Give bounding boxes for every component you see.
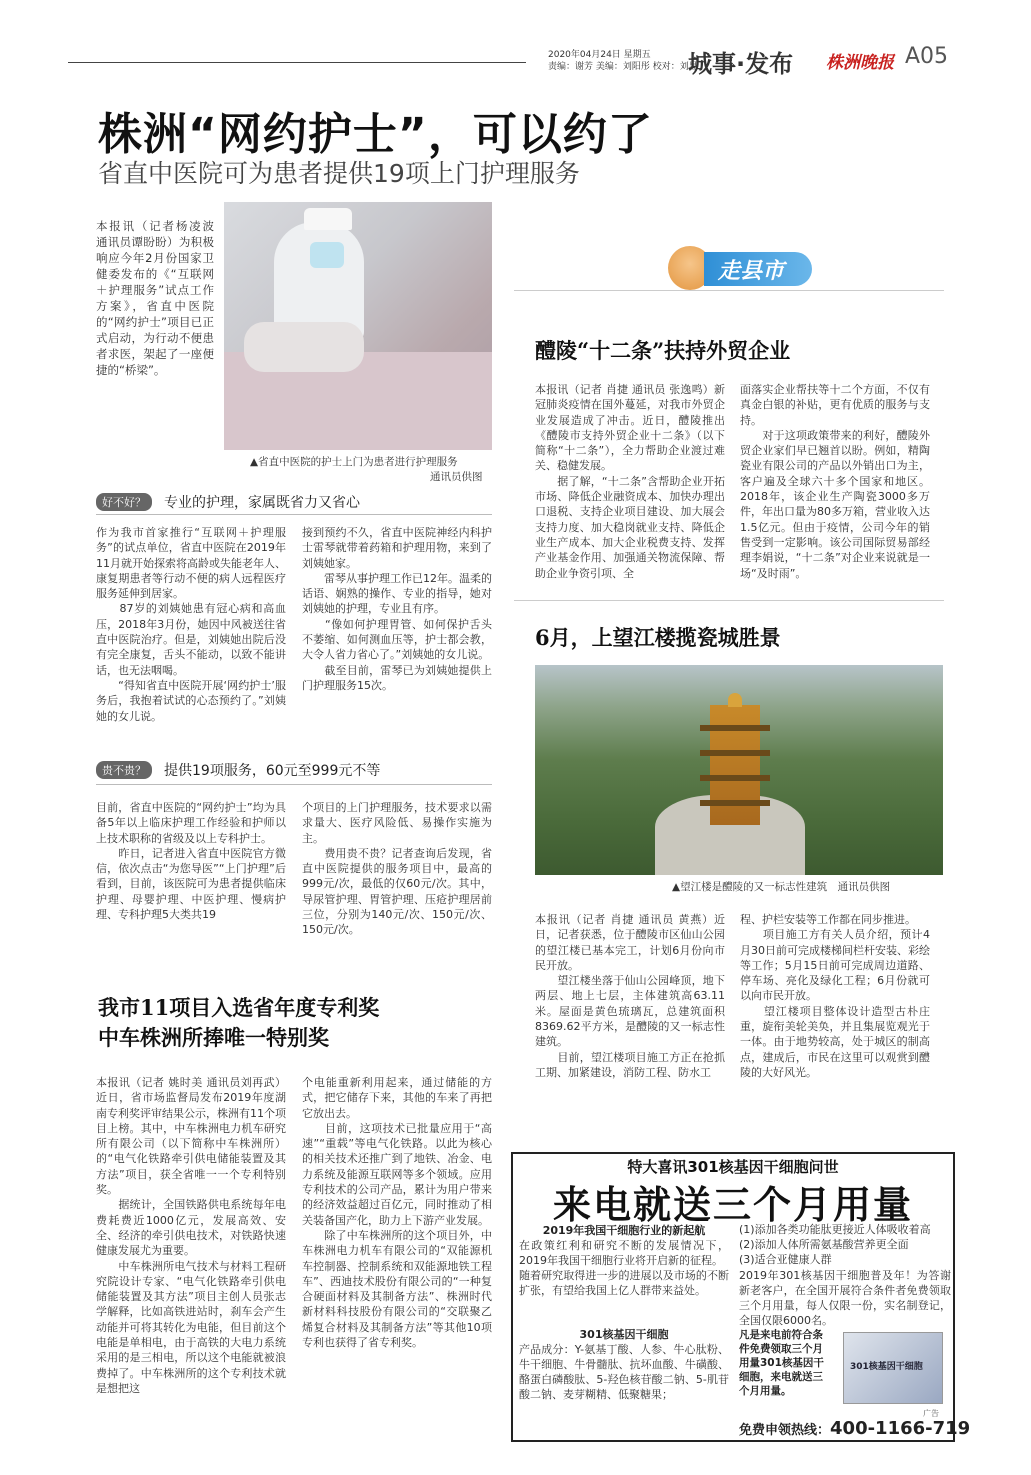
story4-col2: 个电能重新利用起来，通过储能的方式，把它储存下来，其他的车来了再把它放出去。 目前，这项技术已批量应用于“高速”“重载”等电气化铁路。以此为核心的相关技术还推广到了地铁、冶金、电力系统及能源互联网等多个领域。应用专利技术的公司产品，累计为用户带来的经济效益超过百亿元，同时推动了相关装备国产化，助力上下游产业发展。 除了中车株洲所的这个项目外，中车株洲电力机车有限公司的“双能源机车控制器、控制系统和双能源地铁工程车”、西迪技术股份有限公司的“一种复合硬面材料及其制备方法”、株洲时代新材料科技股份有限公司的“交联聚乙烯复合材料及其制备方法”等其他10项专利也获得了省专利奖。 — [302, 1076, 492, 1350]
ad-big-title: 来电就送三个月用量 — [552, 1183, 913, 1227]
section-name: 城事·发布 — [688, 50, 794, 78]
story4-headline-1: 我市11项目入选省年度专利奖 — [98, 995, 380, 1020]
ad-col1-para1: 在政策红利和研究不断的发展情况下，2019年我国干细胞行业将开启新的征程。 随着研究取得进一步的进展以及市场的不断扩张，有望给我国上亿人群带来益处。 — [519, 1239, 729, 1297]
nurse-photo-caption: ▲省直中医院的护士上门为患者进行护理服务 — [250, 456, 458, 468]
tag-price — [96, 760, 380, 780]
brand-logo: 株洲晚报 — [826, 53, 894, 73]
tag-price-pill: 贵不贵？ — [96, 761, 152, 779]
tag-price-text: 提供19项服务，60元至999元不等 — [164, 763, 381, 779]
ad-col1-para2: 产品成分：Y-氨基丁酸、人参、牛心肽粉、牛干细胞、牛骨髓肽、抗坏血酸、牛磺酸、酪蛋白磷酸肽、5-羟色核苷酸二钠、5-肌苷酸二钠、麦芽糊精、低聚糖果； — [519, 1343, 729, 1401]
story2-headline: 醴陵“十二条”扶持外贸企业 — [535, 338, 791, 363]
date-line: 2020年04月24日 星期五 — [548, 50, 651, 60]
story4-headline-2: 中车株洲所捧唯一特别奖 — [98, 1025, 329, 1050]
tower-photo-caption: ▲望江楼是醴陵的又一标志性建筑 通讯员供图 — [672, 881, 891, 893]
hotline-label: 免费申领热线： — [739, 1423, 831, 1438]
tag-good-text: 专业的护理，家属既省力又省心 — [164, 495, 360, 511]
sec1-col1: 作为我市首家推行“互联网＋护理服务”的试点单位，省直中医院在2019年11月就开始探索将高龄或失能老年人、康复期患者等行动不便的病人远程医疗服务延伸到居家。 87岁的刘姨她患有冠心病和高血压，2018年3月份，她因中风被送往省直中医院治疗。但是，刘姨她出院后没有完全康复，舌头不能动，以致不能讲话，也无法咽喝。 “得知省直中医院开展‘网约护士’服务后，我抱着试试的心态预约了。”刘姨她的女儿说。 — [96, 526, 286, 723]
main-lead: 本报讯（记者杨凌波 通讯员谭盼盼）为积极响应今年2月份国家卫健委发布的《“互联网＋护理服务”试点工作方案》，省直中医院的“网约护士”项目已正式启动，为行动不便患者求医，架起了一座便捷的“桥梁”。 — [96, 219, 218, 377]
nurse-photo-credit: 通讯员供图 — [430, 471, 483, 483]
page-number: A05 — [905, 44, 949, 69]
editor-credits: 责编：谢芳 美编：刘阳彤 校对：刘昱 — [548, 62, 698, 72]
ad-top-line: 特大喜讯301核基因干细胞问世 — [627, 1158, 839, 1176]
ad-offer: 凡是来电前符合条件免费领取三个月用量301核基因干细胞，来电就送三个月用量。 — [739, 1329, 824, 1397]
sec1-col2: 接到预约不久，省直中医院神经内科护士雷琴就带着药箱和护理用物，来到了刘姨她家。 雷琴从事护理工作已12年。温柔的话语、娴熟的操作、专业的指导，她对刘姨她的护理，专业且有序。 “像如何护理胃管、如何保护舌头不萎缩、如何测血压等，护士都会教，大令人省力省心了。”刘姨她的女儿说。 截至目前，雷琴已为刘姨她提供上门护理服务15次。 — [302, 526, 492, 692]
main-subhead: 省直中医院可为患者提供19项上门护理服务 — [98, 159, 580, 188]
story3-col2: 程、护栏安装等工作都在同步推进。 项目施工方有关人员介绍，预计4月30日前可完成楼梯间栏杆安装、彩绘等工作；5月15日前可完成周边道路、停车场、亮化及绿化工程；6月份就可以向市民开放。 望江楼项目整体设计造型古朴庄重，旋衔美轮美奂，并且集展览观光于一体。由于地势较高，处于城区的制高点，建成后，市民在这里可以观赏到醴陵的大好风光。 — [740, 913, 930, 1079]
ad-sub-1: 2019年我国干细胞行业的新起航 — [542, 1224, 706, 1237]
main-headline: 株洲“网约护士”，可以约了 — [98, 109, 653, 160]
sec2-col1: 目前，省直中医院的“网约护士”均为具备5年以上临床护理工作经验和护师以上技术职称的省级及以上专科护士。 昨日，记者进入省直中医院官方微信，依次点击“为您导医”“上门护理”后看到，目前，该医院可为患者提供临床护理、母婴护理、中医护理、慢病护理、专科护理5大类共19 — [96, 801, 286, 922]
story2-col2: 面落实企业帮扶等十二个方面，不仅有真金白银的补贴，更有优质的服务与支持。 对于这项政策带来的利好，醴陵外贸企业家们早已翘首以盼。例如，精陶瓷业有限公司的产品以外销出口为主，客户遍及全球六十多个国家和地区。2018年，该企业生产陶瓷3000多万件，年出口量为80多万箱，营业收入达1.5亿元。但由于疫情，公司今年的销售受到一定影响。该公司国际贸易部经理李娟说，“十二条”对企业来说就是一场“及时雨”。 — [740, 383, 930, 580]
ad-col2-list: (1)添加各类功能肽更接近人体吸收着高 (2)添加人体所需氨基酸营养更全面 (3)适合亚健康人群 — [739, 1223, 931, 1266]
tower-photo — [535, 665, 943, 875]
advertisement — [511, 1152, 971, 1442]
nurse-photo — [224, 202, 492, 450]
tag-good-pill: 好不好？ — [96, 493, 152, 511]
county-badge-text: 走县市 — [718, 259, 785, 284]
hotline-number: 400-1166-719 — [830, 1418, 971, 1439]
sec2-col2: 个项目的上门护理服务，技术要求以需求量大、医疗风险低、易操作实施为主。 费用贵不贵？记者查询后发现，省直中医院提供的服务项目中，最高的999元/次，最低的仅60元/次。其中，导尿管护理、胃管护理、压疮护理居前三位，分别为140元/次、150元/次、150元/次。 — [302, 801, 492, 937]
story2-col1: 本报讯（记者 肖捷 通讯员 张逸鸣）新冠肺炎疫情在国外蔓延，对我市外贸企业发展造成了冲击。近日，醴陵推出《醴陵市支持外贸企业十二条》（以下简称“十二条”），全力帮助企业渡过难关、稳健发展。 据了解，“十二条”含帮助企业开拓市场、降低企业融资成本、加快办理出口退税、支持企业项目建设、加大展会支持力度、加大稳岗就业支持、降低企业生产成本、加大企业税费支持、发挥产业基金作用、加强通关物流保障、帮助企业争资引项、全 — [535, 383, 725, 580]
product-label: 301核基因干细胞 — [850, 1362, 923, 1372]
story3-headline: 6月，上望江楼揽瓷城胜景 — [535, 625, 781, 650]
story4-col1: 本报讯（记者 姚时美 通讯员刘再武）近日，省市场监督局发布2019年度湖南专利奖评审结果公示，株洲有11个项目上榜。其中，中车株洲电力机车研究所有限公司（以下简称中车株洲所）的“电气化铁路牵引供电储能装置及其方法”项目，获全省唯一一个专利特别奖。 据统计，全国铁路供电系统每年电费耗费近1000亿元，发展高效、安全、经济的牵引供电技术，对铁路快速健康发展尤为重要。 中车株洲所电气技术与材料工程研究院设计专家、“电气化铁路牵引供电储能装置及其方法”项目主创人员张志学解释，比如高铁进站时，刹车会产生动能并可将其转化为电能，但目前这个电能是单相电，由于高铁的大电力系统采用的是三相电，所以这个电能就被浪费掉了。中车株洲所的这个专利技术就是想把这 — [96, 1076, 286, 1395]
ad-sub-2: 301核基因干细胞 — [579, 1328, 669, 1341]
product-box — [843, 1332, 943, 1404]
story3-col1: 本报讯（记者 肖捷 通讯员 黄燕）近日，记者获悉，位于醴陵市区仙山公园的望江楼已基本完工，计划6月份向市民开放。 望江楼坐落于仙山公园峰顶，地下两层、地上七层，主体建筑高63.11米。屋面是黄色琉璃瓦，总建筑面积8369.62平方米，是醴陵的又一标志性建筑。 目前，望江楼项目施工方正在抢抓工期、加紧建设，消防工程、防水工 — [535, 913, 725, 1079]
ad-col2-para: 2019年301核基因干细胞普及年！为答谢新老客户，在全国开展符合条件者免费领取三个月用量，每人仅限一份，实名制登记，全国仅限6000名。 — [739, 1269, 951, 1327]
tag-good — [96, 492, 360, 512]
ad-small-print: 广告 — [923, 1409, 939, 1418]
